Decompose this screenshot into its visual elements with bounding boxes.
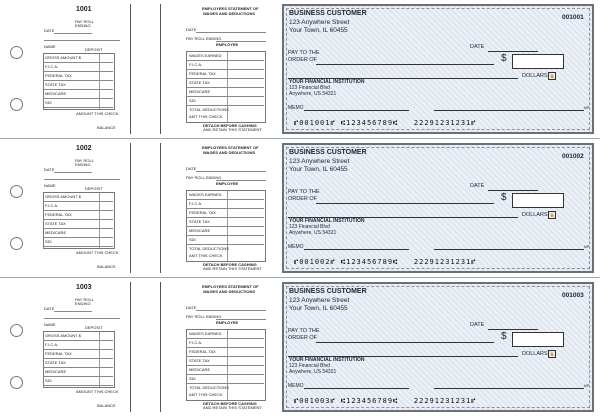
stub-row-label: FEDERAL TAX xyxy=(45,73,72,78)
statement-row-label: FEDERAL TAX xyxy=(189,349,216,354)
stub-row-line xyxy=(43,367,113,368)
security-lock-icon: 🔒 xyxy=(549,351,555,356)
check-face xyxy=(282,4,594,134)
statement-row-line xyxy=(186,338,264,339)
statement-row-label: WAGES EARNED xyxy=(189,331,222,336)
employee-label: EMPLOYEE xyxy=(216,181,239,186)
ending-label: ENDING xyxy=(75,301,91,306)
stub-row-label: SDI xyxy=(45,378,52,383)
statement-row-label: SDI xyxy=(189,376,196,381)
statement-row-line xyxy=(186,199,264,200)
business-name: BUSINESS CUSTOMER xyxy=(289,10,367,17)
dollar-sign: $ xyxy=(501,192,507,203)
statement-row-line xyxy=(186,96,264,97)
statement-row-label: STATE TAX xyxy=(189,80,210,85)
bank-address-1: 123 Financial Blvd xyxy=(289,85,330,91)
stub-row-line xyxy=(43,80,113,81)
statement-row-label: FEDERAL TAX xyxy=(189,71,216,76)
business-city: Your Town, IL 60455 xyxy=(289,305,348,312)
stub-deposit-label: DEPOSIT xyxy=(85,47,103,52)
stub-row-line xyxy=(43,376,113,377)
business-city: Your Town, IL 60455 xyxy=(289,166,348,173)
check-row xyxy=(0,139,600,277)
stub-row-label: GROSS AMOUNT $ xyxy=(45,194,81,199)
check-number: 001002 xyxy=(562,153,584,160)
employee-label: EMPLOYEE xyxy=(216,320,239,325)
bank-name: YOUR FINANCIAL INSTITUTION xyxy=(289,218,365,224)
statement-row-line xyxy=(186,87,264,88)
stub-number: 1002 xyxy=(76,145,92,152)
stub-row-line xyxy=(43,62,113,63)
stub-row-line xyxy=(43,228,113,229)
stub-row-line xyxy=(43,340,113,341)
statement-payroll-label: PAY ROLL ENDING xyxy=(186,175,222,180)
perforation xyxy=(0,277,600,278)
stub-name-label: NAME xyxy=(44,322,56,327)
binder-hole xyxy=(10,324,23,337)
statement-amt_this_check: AMT THIS CHECK xyxy=(189,253,223,258)
stub-row-label: SDI xyxy=(45,239,52,244)
stub-name-label: NAME xyxy=(44,183,56,188)
memo-label: MEMO xyxy=(288,383,304,389)
stub-row-line xyxy=(43,246,113,247)
stub-number: 1001 xyxy=(76,6,92,13)
statement-title: EMPLOYEES STATEMENT OF xyxy=(202,284,259,289)
stub-row-label: STATE TAX xyxy=(45,360,66,365)
statement-row-label: SDI xyxy=(189,98,196,103)
stub-row-label: SDI xyxy=(45,100,52,105)
statement-row-line xyxy=(186,208,264,209)
statement-row-label: F.I.C.A. xyxy=(189,201,203,206)
memo-label: MEMO xyxy=(288,244,304,250)
statement-row-line xyxy=(186,78,264,79)
stub-deposit-label: DEPOSIT xyxy=(85,325,103,330)
balance-label: BALANCE xyxy=(97,403,116,408)
statement-row-line xyxy=(186,60,264,61)
statement-total_deductions: TOTAL DEDUCTIONS xyxy=(189,107,229,112)
stub-row-label: STATE TAX xyxy=(45,82,66,87)
check-number: 001001 xyxy=(562,14,584,21)
statement-row-label: F.I.C.A. xyxy=(189,62,203,67)
stub-row-label: F.I.C.A. xyxy=(45,203,59,208)
check-number: 001003 xyxy=(562,292,584,299)
pay-roll-label: PAY ROLL xyxy=(75,158,94,163)
stub-row-line xyxy=(43,237,113,238)
stub-row-label: FEDERAL TAX xyxy=(45,212,72,217)
stub-row-label: GROSS AMOUNT $ xyxy=(45,55,81,60)
statement-row-line xyxy=(186,383,264,384)
statement-subtitle: WAGES AND DEDUCTIONS xyxy=(203,150,256,155)
stub-row-line xyxy=(43,89,113,90)
amount-box[interactable] xyxy=(512,193,564,208)
statement-date-label: DATE xyxy=(186,27,197,32)
statement-row-label: MEDICARE xyxy=(189,367,211,372)
stub-row-label: F.I.C.A. xyxy=(45,64,59,69)
statement-row-line xyxy=(186,365,264,366)
stub-row-label: STATE TAX xyxy=(45,221,66,226)
business-name: BUSINESS CUSTOMER xyxy=(289,149,367,156)
detach-note: DETACH BEFORE CASHING xyxy=(203,262,257,267)
business-street: 123 Anywhere Street xyxy=(289,158,350,165)
mp-label: MP xyxy=(584,245,590,249)
stub-row-label: MEDICARE xyxy=(45,230,67,235)
statement-amt_this_check: AMT THIS CHECK xyxy=(189,392,223,397)
retain-note: AND RETAIN THIS STATEMENT xyxy=(203,127,262,132)
statement-row-line xyxy=(186,226,264,227)
pay-roll-label: PAY ROLL xyxy=(75,297,94,302)
amount-this-check-label: AMOUNT THIS CHECK xyxy=(76,250,119,255)
micr-line: ⑈001001⑈ ⑆123456789⑆ 22291231231⑈ xyxy=(294,119,477,127)
mp-label: MP xyxy=(584,106,590,110)
statement-total_deductions: TOTAL DEDUCTIONS xyxy=(189,246,229,251)
stub-deposit-label: DEPOSIT xyxy=(85,186,103,191)
statement-row-label: MEDICARE xyxy=(189,228,211,233)
binder-hole xyxy=(10,376,23,389)
stub-row-label: MEDICARE xyxy=(45,369,67,374)
mp-label: MP xyxy=(584,384,590,388)
statement-row-label: F.I.C.A. xyxy=(189,340,203,345)
statement-row-label: STATE TAX xyxy=(189,219,210,224)
check-face xyxy=(282,282,594,412)
stub-row-line xyxy=(43,349,113,350)
bank-address-2: Anywhere, US 54321 xyxy=(289,230,337,236)
statement-row-line xyxy=(186,69,264,70)
business-city: Your Town, IL 60455 xyxy=(289,27,348,34)
binder-hole xyxy=(10,185,23,198)
statement-date-label: DATE xyxy=(186,166,197,171)
stub-row-label: FEDERAL TAX xyxy=(45,351,72,356)
statement-title: EMPLOYEES STATEMENT OF xyxy=(202,6,259,11)
order-of-label: ORDER OF xyxy=(288,335,318,341)
stub-row-line xyxy=(43,98,113,99)
check-face xyxy=(282,143,594,273)
dollar-sign: $ xyxy=(501,53,507,64)
perforation xyxy=(0,138,600,139)
stub-row-line xyxy=(43,107,113,108)
retain-note: AND RETAIN THIS STATEMENT xyxy=(203,405,262,410)
pay-roll-label: PAY ROLL xyxy=(75,19,94,24)
micr-line: ⑈001002⑈ ⑆123456789⑆ 22291231231⑈ xyxy=(294,258,477,266)
order-of-label: ORDER OF xyxy=(288,196,318,202)
amount-box[interactable] xyxy=(512,332,564,347)
stub-row-line xyxy=(43,71,113,72)
stub-row-label: MEDICARE xyxy=(45,91,67,96)
bank-address-2: Anywhere, US 54321 xyxy=(289,369,337,375)
stub-row-label: GROSS AMOUNT $ xyxy=(45,333,81,338)
check-date-label: DATE xyxy=(470,44,485,50)
stub-row-line xyxy=(43,219,113,220)
statement-row-line xyxy=(186,356,264,357)
statement-payroll-label: PAY ROLL ENDING xyxy=(186,314,222,319)
statement-subtitle: WAGES AND DEDUCTIONS xyxy=(203,11,256,16)
stub-date-label: DATE xyxy=(44,167,55,172)
dollars-label: DOLLARS xyxy=(522,351,548,357)
statement-row-line xyxy=(186,244,264,245)
stub-row-line xyxy=(43,385,113,386)
statement-row-label: STATE TAX xyxy=(189,358,210,363)
statement-row-label: FEDERAL TAX xyxy=(189,210,216,215)
pay-to-label: PAY TO THE xyxy=(288,328,320,334)
business-name: BUSINESS CUSTOMER xyxy=(289,288,367,295)
bank-name: YOUR FINANCIAL INSTITUTION xyxy=(289,357,365,363)
check-date-label: DATE xyxy=(470,183,485,189)
security-lock-icon: 🔒 xyxy=(549,73,555,78)
detach-note: DETACH BEFORE CASHING xyxy=(203,123,257,128)
stub-row-label: F.I.C.A. xyxy=(45,342,59,347)
pay-to-label: PAY TO THE xyxy=(288,50,320,56)
dollars-label: DOLLARS xyxy=(522,212,548,218)
stub-row-line xyxy=(43,201,113,202)
amount-this-check-label: AMOUNT THIS CHECK xyxy=(76,111,119,116)
statement-date-label: DATE xyxy=(186,305,197,310)
amount-box[interactable] xyxy=(512,54,564,69)
stub-date-label: DATE xyxy=(44,306,55,311)
security-lock-icon: 🔒 xyxy=(549,212,555,217)
employee-label: EMPLOYEE xyxy=(216,42,239,47)
statement-row-line xyxy=(186,374,264,375)
statement-title: EMPLOYEES STATEMENT OF xyxy=(202,145,259,150)
statement-row-line xyxy=(186,217,264,218)
retain-note: AND RETAIN THIS STATEMENT xyxy=(203,266,262,271)
check-date-label: DATE xyxy=(470,322,485,328)
detach-note: DETACH BEFORE CASHING xyxy=(203,401,257,406)
balance-label: BALANCE xyxy=(97,264,116,269)
statement-subtitle: WAGES AND DEDUCTIONS xyxy=(203,289,256,294)
memo-label: MEMO xyxy=(288,105,304,111)
micr-line: ⑈001003⑈ ⑆123456789⑆ 22291231231⑈ xyxy=(294,397,477,405)
statement-row-label: WAGES EARNED xyxy=(189,192,222,197)
bank-name: YOUR FINANCIAL INSTITUTION xyxy=(289,79,365,85)
statement-row-label: WAGES EARNED xyxy=(189,53,222,58)
bank-address-1: 123 Financial Blvd xyxy=(289,224,330,230)
statement-row-line xyxy=(186,347,264,348)
check-row xyxy=(0,278,600,416)
stub-row-line xyxy=(43,210,113,211)
binder-hole xyxy=(10,46,23,59)
statement-row-line xyxy=(186,235,264,236)
binder-hole xyxy=(10,237,23,250)
bank-address-1: 123 Financial Blvd xyxy=(289,363,330,369)
statement-row-label: MEDICARE xyxy=(189,89,211,94)
balance-label: BALANCE xyxy=(97,125,116,130)
check-row xyxy=(0,0,600,138)
statement-payroll-label: PAY ROLL ENDING xyxy=(186,36,222,41)
business-street: 123 Anywhere Street xyxy=(289,297,350,304)
stub-name-label: NAME xyxy=(44,44,56,49)
ending-label: ENDING xyxy=(75,23,91,28)
ending-label: ENDING xyxy=(75,162,91,167)
stub-number: 1003 xyxy=(76,284,92,291)
statement-total_deductions: TOTAL DEDUCTIONS xyxy=(189,385,229,390)
business-street: 123 Anywhere Street xyxy=(289,19,350,26)
order-of-label: ORDER OF xyxy=(288,57,318,63)
stub-date-label: DATE xyxy=(44,28,55,33)
statement-row-label: SDI xyxy=(189,237,196,242)
binder-hole xyxy=(10,98,23,111)
dollar-sign: $ xyxy=(501,331,507,342)
amount-this-check-label: AMOUNT THIS CHECK xyxy=(76,389,119,394)
statement-row-line xyxy=(186,105,264,106)
bank-address-2: Anywhere, US 54321 xyxy=(289,91,337,97)
statement-amt_this_check: AMT THIS CHECK xyxy=(189,114,223,119)
dollars-label: DOLLARS xyxy=(522,73,548,79)
stub-row-line xyxy=(43,358,113,359)
pay-to-label: PAY TO THE xyxy=(288,189,320,195)
